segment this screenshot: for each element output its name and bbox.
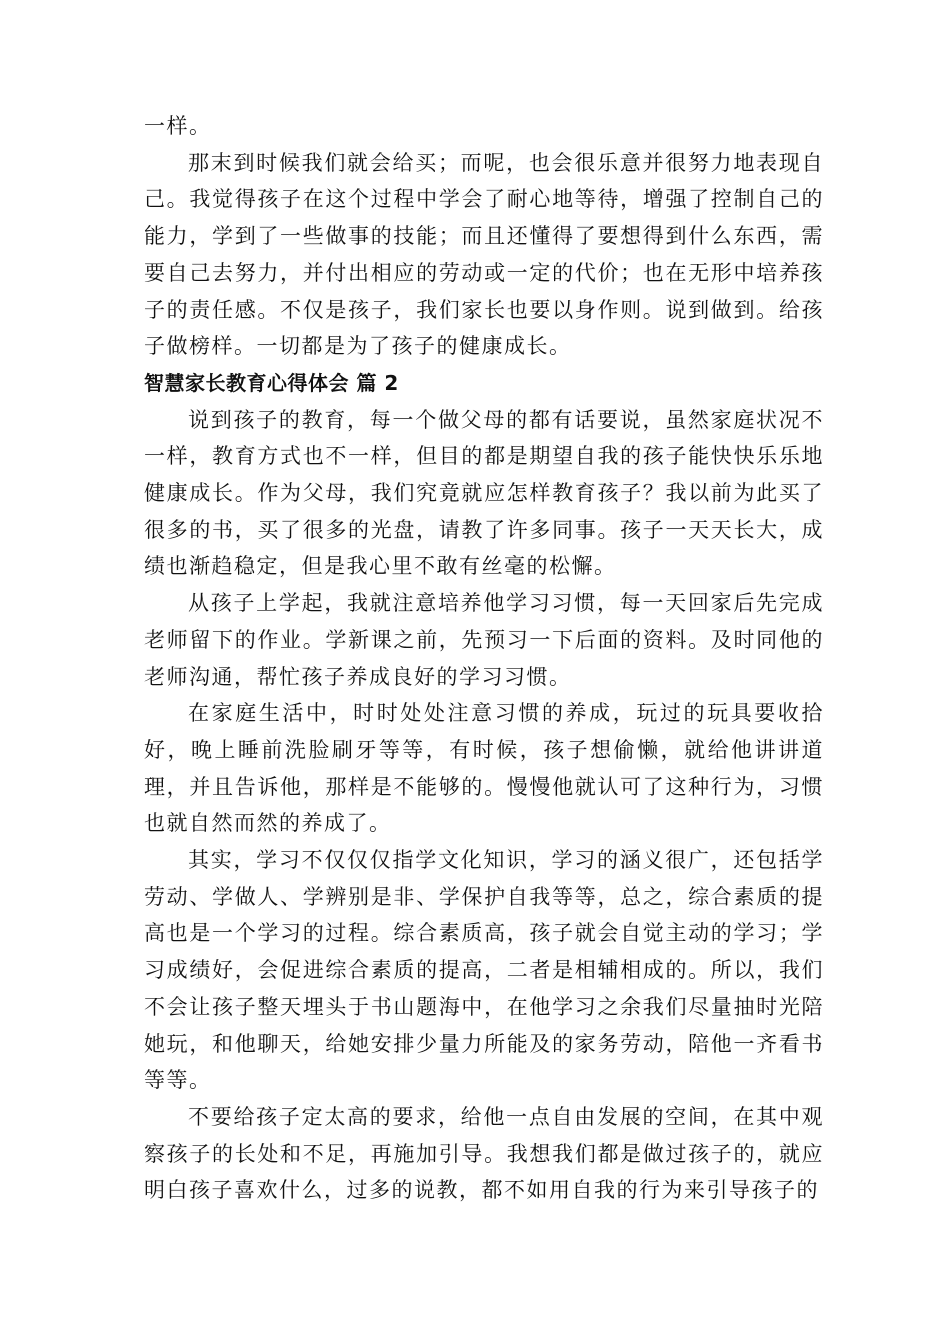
paragraph: 说到孩子的教育，每一个做父母的都有话要说，虽然家庭状况不一样，教育方式也不一样，但目的都是期望自我的孩子能快快乐乐地健康成长。作为父母，我们究竟就应怎样教育孩子？我以前为此买了很多的书，买了很多的光盘，请教了许多同事。孩子一天天长大，成绩也渐趋稳定，但是我心里不敢有丝毫的松懈。: [144, 407, 824, 579]
paragraph: 不要给孩子定太高的要求，给他一点自由发展的空间，在其中观察孩子的长处和不足，再施加引导。我想我们都是做过孩子的，就应明白孩子喜欢什么，过多的说教，都不如用自我的行为来引导孩子的: [144, 1104, 824, 1203]
document-page: [144, 108, 824, 1209]
paragraph: 其实，学习不仅仅仅指学文化知识，学习的涵义很广，还包括学劳动、学做人、学辨别是非、学保护自我等等，总之，综合素质的提高也是一个学习的过程。综合素质高，孩子就会自觉主动的学习；学习成绩好，会促进综合素质的提高，二者是相辅相成的。所以，我们不会让孩子整天埋头于书山题海中，在他学习之余我们尽量抽时光陪她玩，和他聊天，给她安排少量力所能及的家务劳动，陪他一齐看书等等。: [144, 848, 824, 1093]
paragraph: 那末到时候我们就会给买；而呢，也会很乐意并很努力地表现自己。我觉得孩子在这个过程中学会了耐心地等待，增强了控制自己的能力，学到了一些做事的技能；而且还懂得了要想得到什么东西，需要自己去努力，并付出相应的劳动或一定的代价；也在无形中培养孩子的责任感。不仅是孩子，我们家长也要以身作则。说到做到。给孩子做榜样。一切都是为了孩子的健康成长。: [144, 150, 824, 359]
paragraph: 在家庭生活中，时时处处注意习惯的养成，玩过的玩具要收拾好，晚上睡前洗脸刷牙等等，有时候，孩子想偷懒，就给他讲讲道理，并且告诉他，那样是不能够的。慢慢他就认可了这种行为，习惯也就自然而然的养成了。: [144, 701, 824, 836]
paragraph: 从孩子上学起，我就注意培养他学习习惯，每一天回家后先完成老师留下的作业。学新课之前，先预习一下后面的资料。及时同他的老师沟通，帮忙孩子养成良好的学习习惯。: [144, 591, 824, 689]
paragraph-continuation: 一样。: [144, 114, 212, 138]
section-heading: 智慧家长教育心得体会 篇 2: [144, 370, 399, 395]
